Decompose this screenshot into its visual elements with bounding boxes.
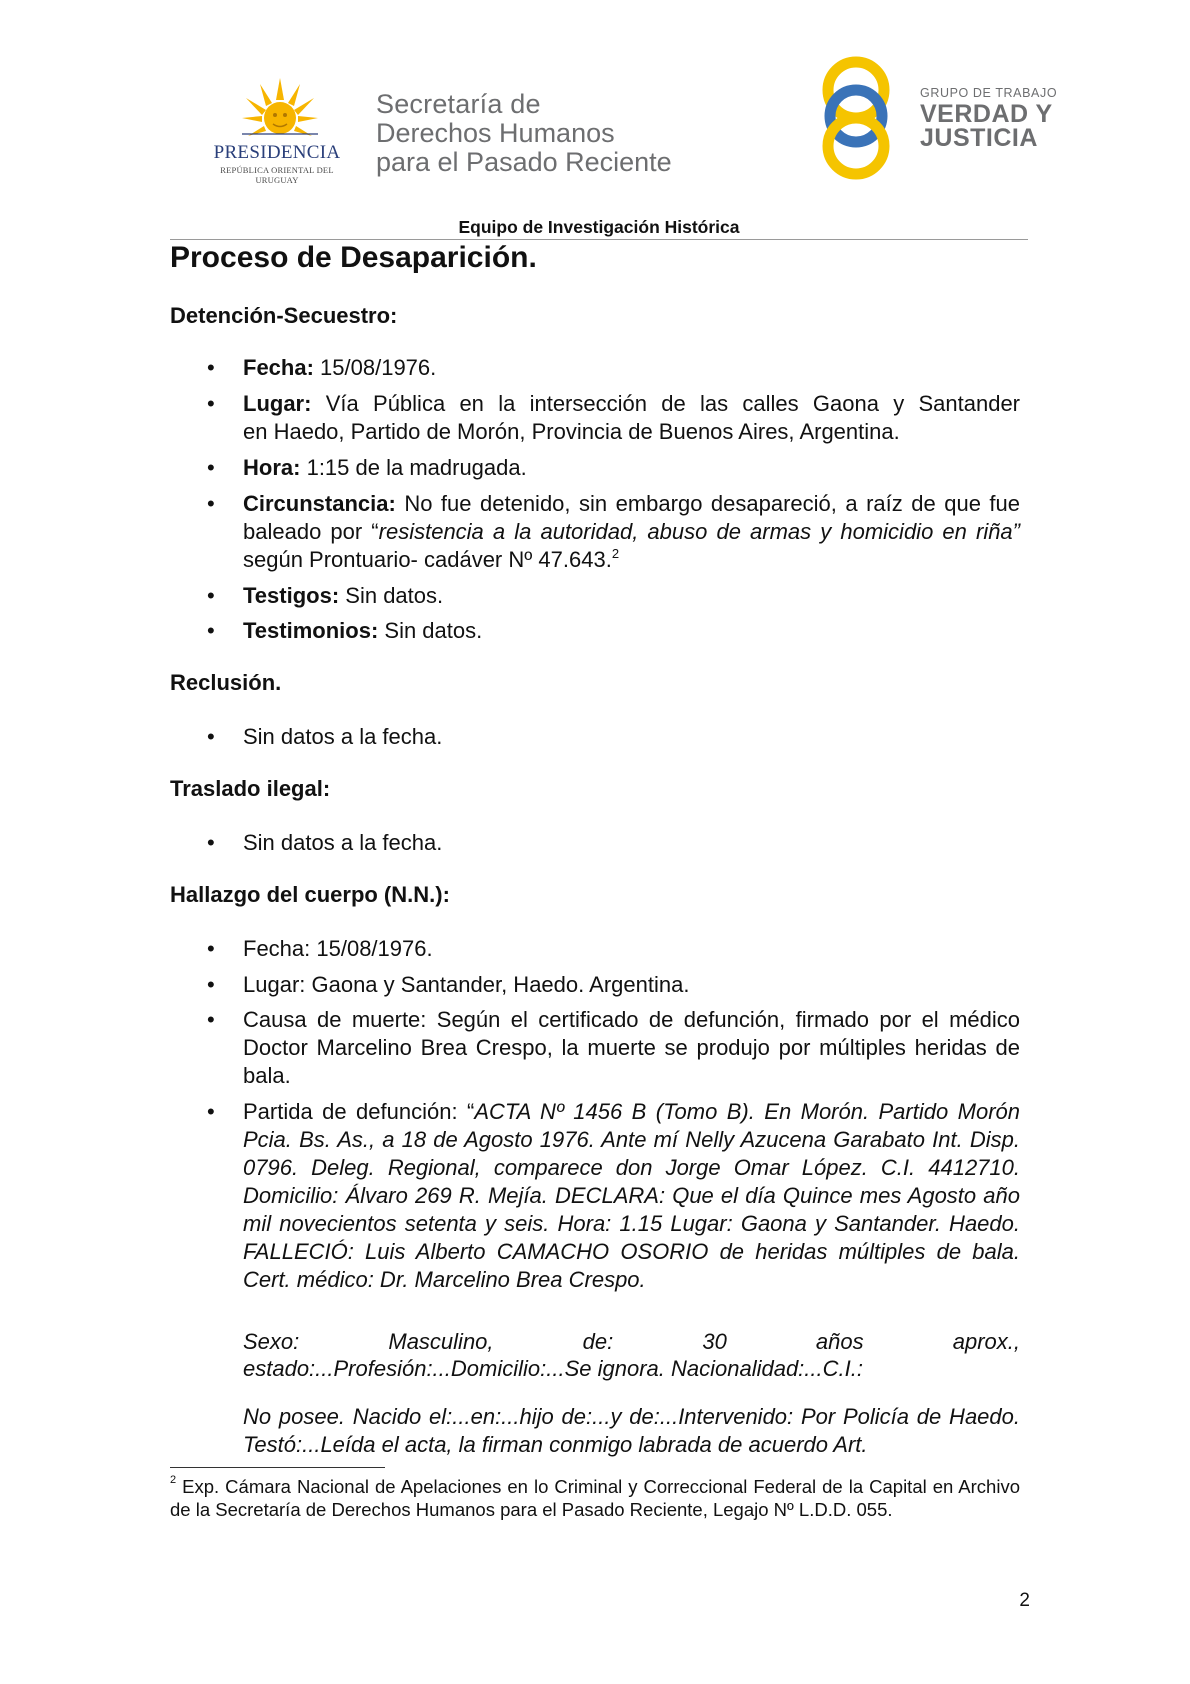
justicia-label: JUSTICIA <box>920 124 1038 152</box>
section-heading-traslado: Traslado ilegal: <box>170 776 331 801</box>
secretaria-line-1: Secretaría de <box>376 89 541 119</box>
page-title: Proceso de Desaparición. <box>170 241 537 274</box>
footnote-divider <box>170 1467 385 1468</box>
circunstancia-text-end: según Prontuario- cadáver Nº 47.643. <box>243 547 612 572</box>
circunstancia-text: No fue detenido, sin embargo desapareció, a raíz de que fue baleado por “ <box>243 491 1020 544</box>
bullet-icon: • <box>207 355 215 380</box>
partida-label: Partida de defunción: “ <box>243 1099 475 1124</box>
lugar-value-line-1: Vía Pública en la intersección de las calles Gaona y Santander <box>325 391 1020 416</box>
section-heading-reclusion: Reclusión. <box>170 670 282 695</box>
sun-emblem-icon <box>242 78 318 142</box>
secretaria-line-2: Derechos Humanos <box>376 118 615 148</box>
secretaria-line-3: para el Pasado Reciente <box>376 147 672 177</box>
list-item-causa-muerte: Causa de muerte: Según el certificado de defunción, firmado por el médico Doctor Marcelino Brea Crespo, la muerte se produjo por múltiples heridas de bala. <box>243 1007 1020 1088</box>
posee-paragraph: No posee. Nacido el:...en:...hijo de:...y de:...Intervenido: Por Policía de Haedo. Testó:...Leída el acta, la firman conmigo labrada de acuerdo Art. <box>243 1404 1020 1457</box>
list-item-lugar <box>243 390 1020 418</box>
testigos-label: Testigos: <box>243 583 340 608</box>
footnote-ref[interactable]: 2 <box>611 545 620 561</box>
secretaria-wordmark <box>376 90 672 177</box>
running-header: Equipo de Investigación Histórica <box>458 217 740 237</box>
testimonios-value: Sin datos. <box>384 618 483 643</box>
list-item-hallazgo-lugar: Lugar: Gaona y Santander, Haedo. Argentina. <box>243 972 690 997</box>
presidencia-wordmark: PRESIDENCIA <box>213 142 341 163</box>
circunstancia-label: Circunstancia: <box>243 491 396 516</box>
hora-value: 1:15 de la madrugada. <box>306 455 527 480</box>
list-item-partida-defuncion <box>243 1098 1020 1294</box>
bullet-icon: • <box>207 455 215 480</box>
list-item-hora <box>243 454 1020 482</box>
presidencia-logo <box>198 78 356 185</box>
partida-acta-text: ACTA Nº 1456 B (Tomo B). En Morón. Partido Morón Pcia. Bs. As., a 18 de Agosto 1976. Ante mí Nelly Azucena Garabato Int. Disp. 0796. Deleg. Regional, comparece don Jorge Omar López. C.I. 4412710. Domicilio: Álvaro 269 R. Mejía. DECLARA: Que el día Quince mes Agosto año mil novecientos setenta y seis. Hora: 1.15 Lugar: Gaona y Santander. Haedo. FALLECIÓ: Luis Alberto CAMACHO OSORIO de heridas múltiples de bala. Cert. médico: Dr. Marcelino Brea Crespo. <box>243 1099 1020 1292</box>
bullet-icon: • <box>207 391 215 416</box>
list-item-testigos <box>243 582 1020 610</box>
bullet-icon: • <box>207 1007 215 1032</box>
circunstancia-quote: resistencia a la autoridad, abuso de armas y homicidio en riña” <box>378 519 1020 544</box>
grupo-de-trabajo-label: GRUPO DE TRABAJO <box>920 86 1058 100</box>
verdad-justicia-wordmark <box>920 102 1053 150</box>
lugar-value-line-2: en Haedo, Partido de Morón, Provincia de Buenos Aires, Argentina. <box>243 419 900 444</box>
section-heading-detencion: Detención-Secuestro: <box>170 303 398 328</box>
list-item-lugar-continued <box>243 418 1020 446</box>
bullet-icon: • <box>207 618 215 643</box>
list-item-fecha <box>243 354 1020 382</box>
footnote-number: 2 <box>170 1473 177 1486</box>
list-item-traslado: Sin datos a la fecha. <box>243 830 443 855</box>
fecha-label: Fecha: <box>243 355 314 380</box>
testigos-value: Sin datos. <box>345 583 444 608</box>
bullet-icon: • <box>207 491 215 516</box>
presidencia-subtitle: REPÚBLICA ORIENTAL DEL URUGUAY <box>220 165 334 185</box>
bullet-icon: • <box>207 936 215 961</box>
list-item-reclusion: Sin datos a la fecha. <box>243 724 443 749</box>
verdad-justicia-logo <box>822 56 1058 180</box>
hora-label: Hora: <box>243 455 301 480</box>
page-number: 2 <box>1019 1590 1030 1611</box>
fecha-value: 15/08/1976. <box>320 355 437 380</box>
list-item-testimonios <box>243 617 1020 645</box>
bullet-icon: • <box>207 583 215 608</box>
footnote-text: Exp. Cámara Nacional de Apelaciones en lo Criminal y Correccional Federal de la Capital en Archivo de la Secretaría de Derechos Humanos para el Pasado Reciente, Legajo Nº L.D.D. 055. <box>170 1476 1020 1520</box>
interlocked-rings-icon <box>822 56 918 180</box>
section-heading-hallazgo: Hallazgo del cuerpo (N.N.): <box>170 882 450 907</box>
footnote <box>170 1475 1020 1521</box>
bullet-icon: • <box>207 1099 215 1124</box>
sexo-line-2: estado:...Profesión:...Domicilio:...Se ignora. Nacionalidad:...C.I.: <box>243 1356 863 1381</box>
lugar-label: Lugar: <box>243 391 312 416</box>
bullet-icon: • <box>207 830 215 855</box>
sexo-line-1: Sexo: Masculino, de: 30 años aprox., <box>243 1329 1020 1354</box>
testimonios-label: Testimonios: <box>243 618 379 643</box>
list-item-hallazgo-fecha: Fecha: 15/08/1976. <box>243 936 433 961</box>
bullet-icon: • <box>207 972 215 997</box>
bullet-icon: • <box>207 724 215 749</box>
verdad-y-label: VERDAD Y <box>920 100 1053 128</box>
header-divider <box>170 239 1028 240</box>
list-item-circunstancia <box>243 490 1020 574</box>
